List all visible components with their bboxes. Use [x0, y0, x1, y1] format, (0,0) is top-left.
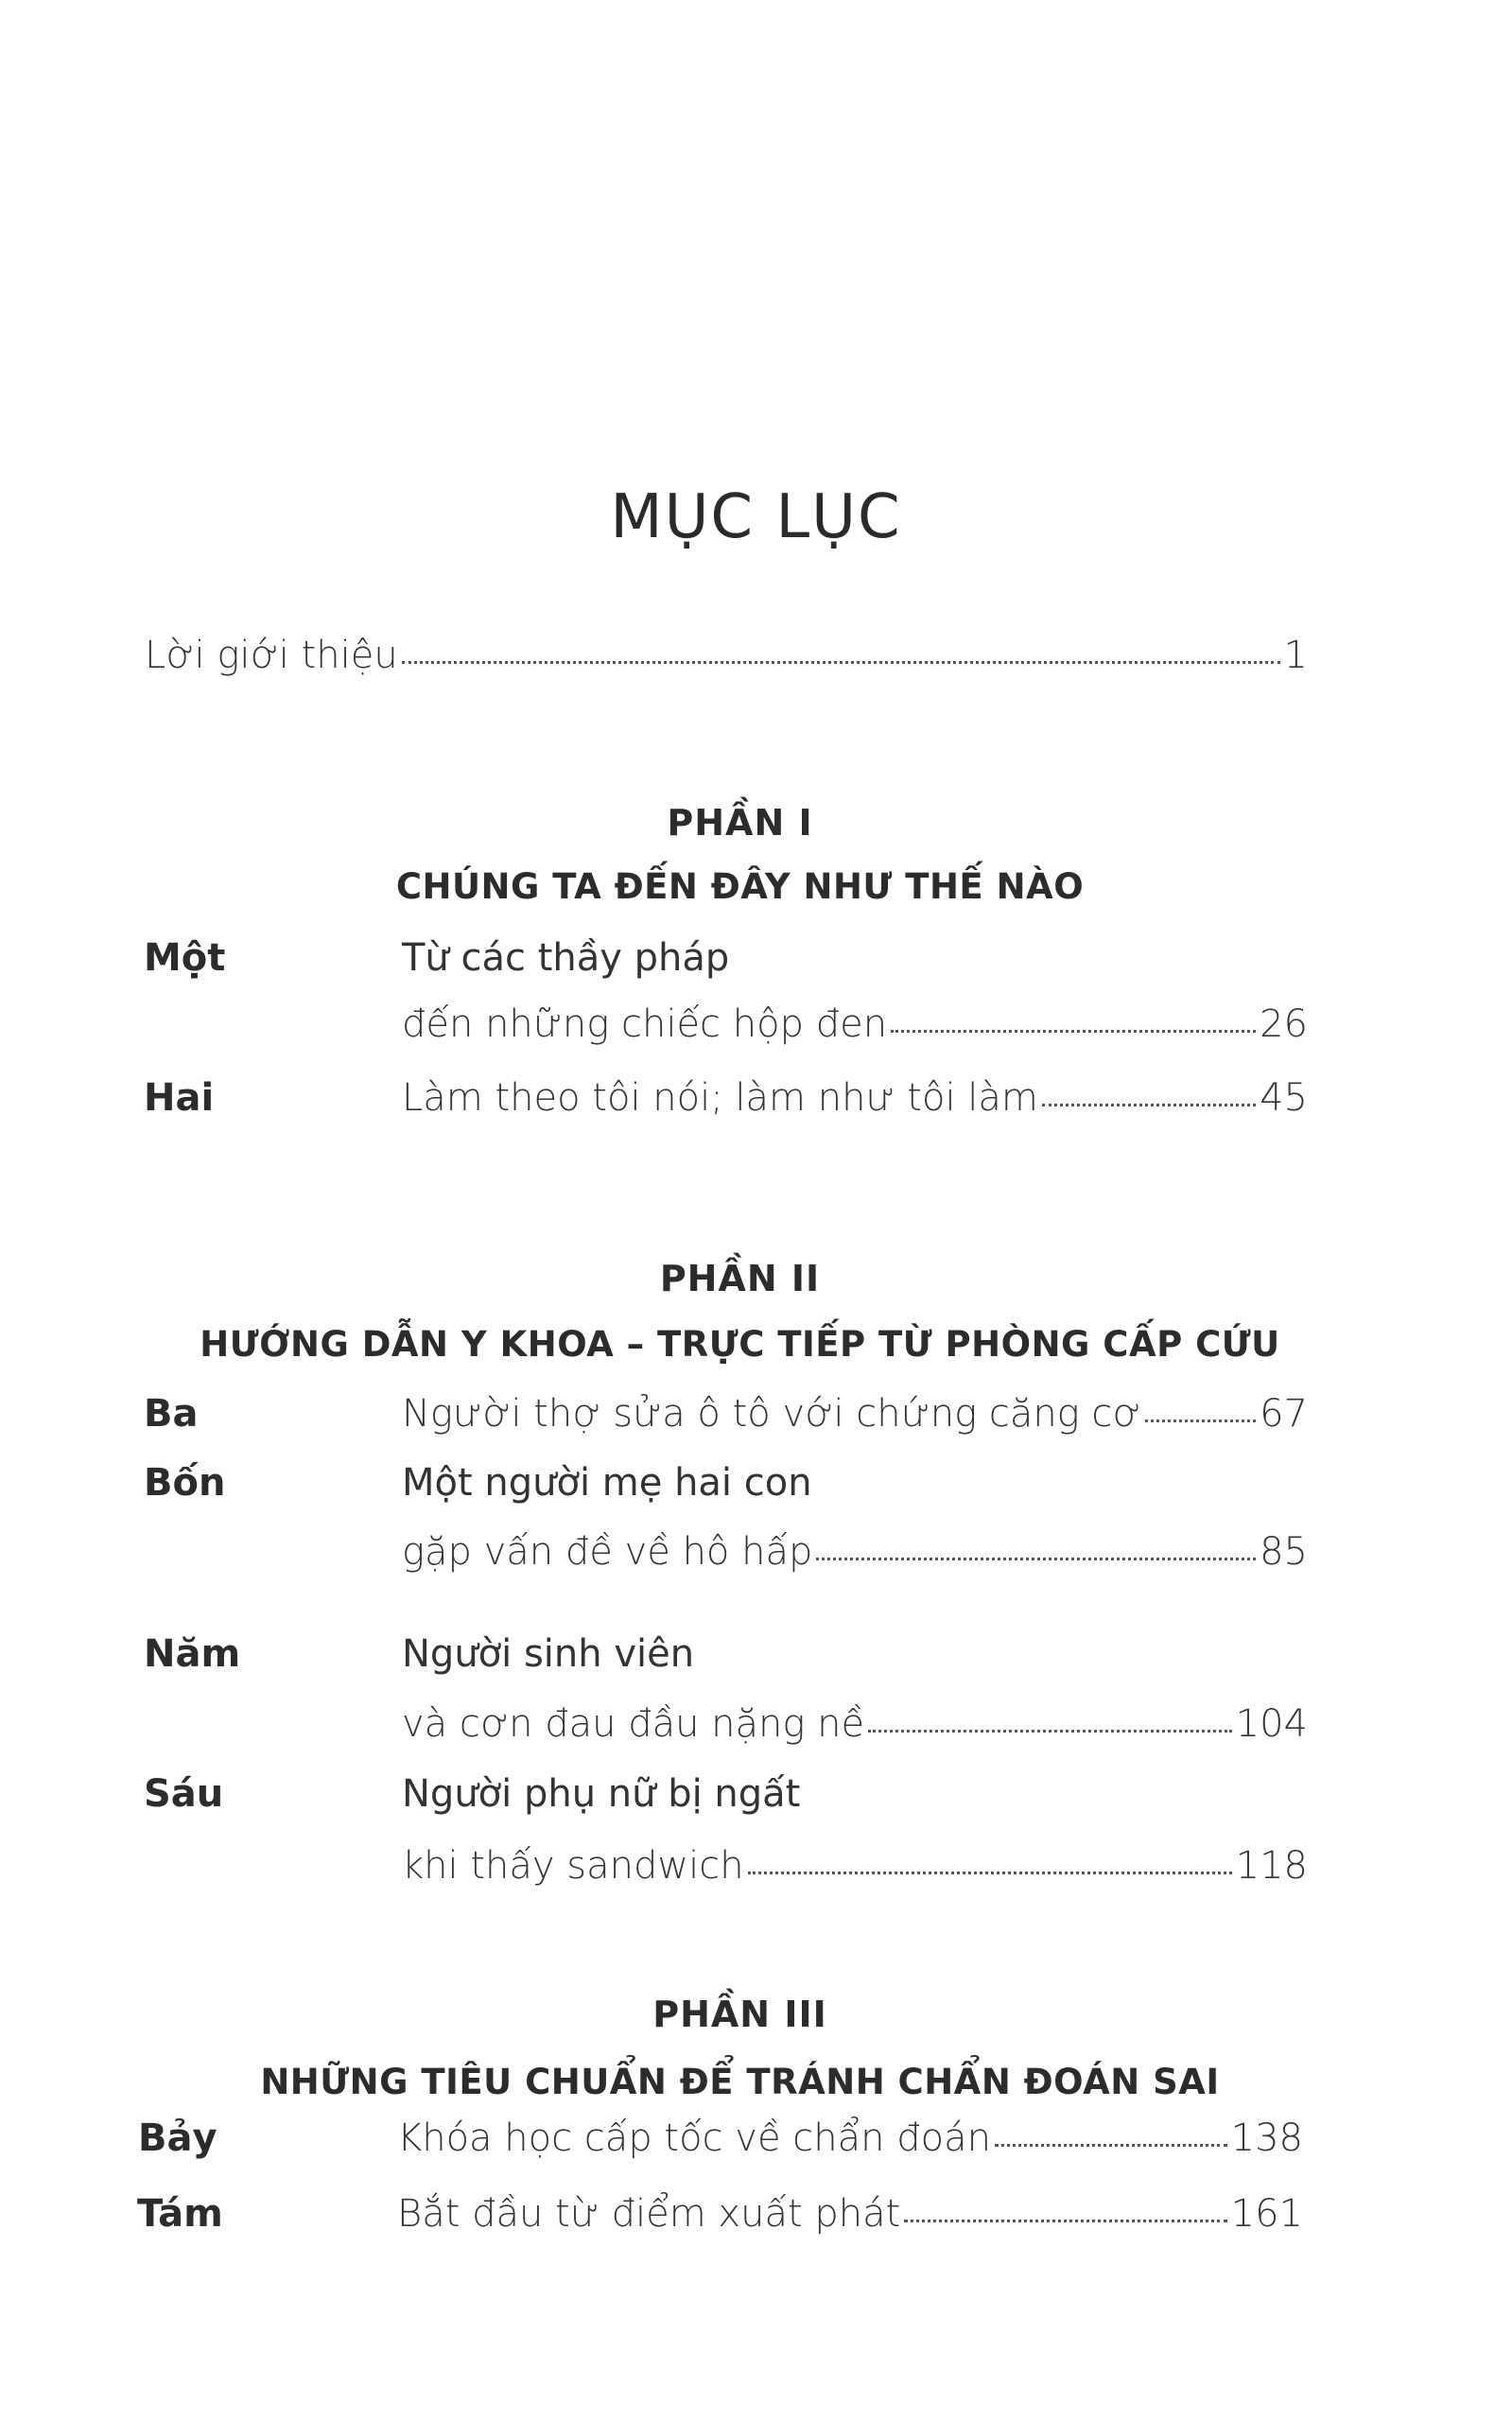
toc-entry[interactable] — [402, 1002, 1308, 1052]
part-subtitle: HƯỚNG DẪN Y KHOA – TRỰC TIẾP TỪ PHÒNG CẤP CỨU — [200, 1324, 1280, 1365]
part-subtitle: CHÚNG TA ĐẾN ĐÂY NHƯ THẾ NÀO — [395, 866, 1085, 907]
dot-leader — [748, 1872, 1232, 1874]
page-number: 104 — [1235, 1702, 1308, 1746]
page-number: 118 — [1235, 1844, 1308, 1888]
toc-entry[interactable] — [402, 1702, 1308, 1751]
chapter-label: Một — [144, 936, 226, 980]
dot-leader — [1145, 1420, 1256, 1422]
dot-leader — [1042, 1104, 1256, 1106]
dot-leader — [868, 1730, 1232, 1733]
chapter-title-line: Làm theo tôi nói; làm như tôi làm — [402, 1076, 1038, 1120]
dot-leader — [891, 1030, 1256, 1033]
page-number: 67 — [1260, 1392, 1308, 1436]
page-title: MỤC LỤC — [610, 482, 902, 552]
toc-entry[interactable] — [402, 1392, 1308, 1441]
dot-leader — [402, 661, 1280, 664]
chapter-title-line: Khóa học cấp tốc về chẩn đoán — [397, 2116, 991, 2160]
part-heading: PHẦN I — [667, 802, 813, 844]
page-number: 45 — [1260, 1076, 1308, 1120]
entry-title: Lời giới thiệu — [145, 634, 398, 677]
chapter-label: Hai — [144, 1076, 215, 1120]
chapter-title-line[interactable]: Từ các thầy pháp — [402, 936, 730, 980]
chapter-label: Tám — [137, 2192, 223, 2236]
toc-entry[interactable] — [397, 2116, 1303, 2166]
part-subtitle: NHỮNG TIÊU CHUẨN ĐỂ TRÁNH CHẨN ĐOÁN SAI — [260, 2062, 1220, 2102]
part-heading: PHẦN II — [659, 1258, 821, 1299]
toc-entry[interactable] — [402, 1530, 1308, 1579]
toc-entry[interactable] — [397, 2192, 1303, 2241]
chapter-title-line[interactable]: Người sinh viên — [402, 1632, 695, 1676]
part-heading: PHẦN III — [652, 1994, 827, 2035]
chapter-label: Bốn — [144, 1461, 226, 1505]
chapter-label: Năm — [144, 1632, 241, 1676]
chapter-title-line: Bắt đầu từ điểm xuất phát — [397, 2192, 901, 2236]
chapter-label: Sáu — [144, 1772, 224, 1816]
chapter-title-line: khi thấy sandwich — [402, 1844, 744, 1888]
chapter-title-line[interactable]: Người phụ nữ bị ngất — [402, 1772, 801, 1816]
chapter-title-line: gặp vấn đề về hô hấp — [402, 1530, 813, 1574]
chapter-title-line: Người thợ sửa ô tô với chứng căng cơ — [402, 1392, 1141, 1436]
dot-leader — [816, 1558, 1256, 1560]
page-number: 138 — [1230, 2116, 1303, 2160]
toc-entry-intro[interactable] — [145, 634, 1308, 683]
chapter-label: Bảy — [138, 2116, 217, 2160]
toc-entry[interactable] — [402, 1076, 1308, 1125]
chapter-label: Ba — [144, 1392, 199, 1436]
toc-entry[interactable] — [402, 1844, 1308, 1893]
dot-leader — [904, 2220, 1226, 2222]
page-number: 26 — [1260, 1002, 1308, 1046]
chapter-title-line: đến những chiếc hộp đen — [402, 1002, 888, 1046]
page-number: 85 — [1260, 1530, 1308, 1574]
page-number: 161 — [1230, 2192, 1303, 2236]
dot-leader — [995, 2144, 1227, 2147]
chapter-title-line: và cơn đau đầu nặng nề — [402, 1702, 865, 1746]
page-number: 1 — [1283, 634, 1308, 677]
chapter-title-line[interactable]: Một người mẹ hai con — [402, 1461, 812, 1505]
